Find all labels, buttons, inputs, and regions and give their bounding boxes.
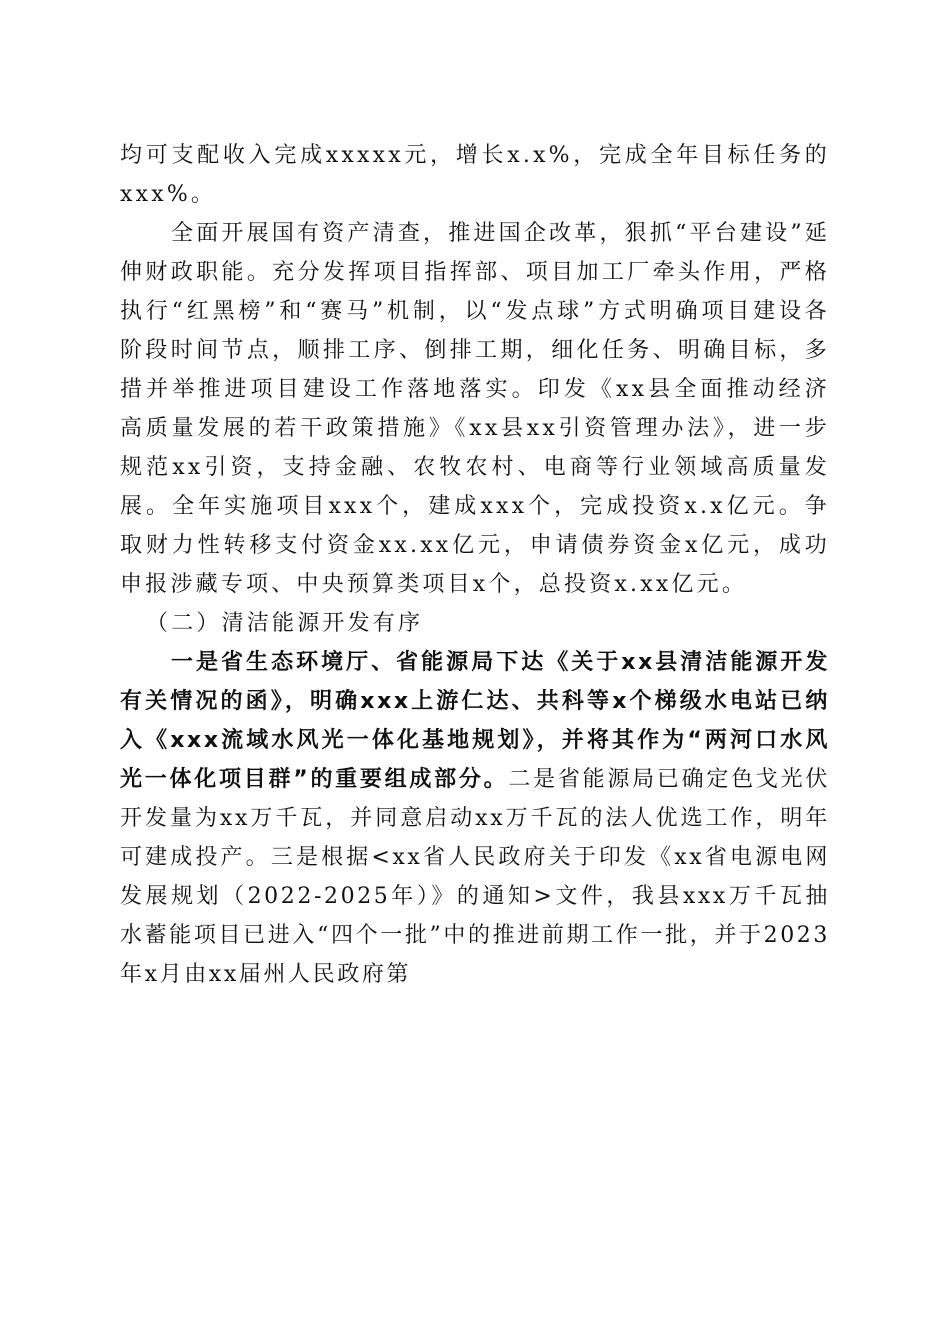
- paragraph-clean-energy: [120, 643, 830, 994]
- paragraph-state-assets-projects: 全面开展国有资产清查，推进国企改革，狠抓“平台建设”延伸财政职能。充分发挥项目指挥部、项目加工厂牵头作用，严格执行“红黑榜”和“赛马”机制，以“发点球”方式明确项目建设各阶段时间节点，顺排工序、倒排工期，细化任务、明确目标，多措并举推进项目建设工作落地落实。印发《xx县全面推动经济高质量发展的若干政策措施》《xx县xx引资管理办法》，进一步规范xx引资，支持金融、农牧农村、电商等行业领域高质量发展。全年实施项目xxx个，建成xxx个，完成投资x.x亿元。争取财力性转移支付资金xx.xx亿元，申请债券资金x亿元，成功申报涉藏专项、中央预算类项目x个，总投资x.xx亿元。: [120, 221, 830, 597]
- clean-energy-normal-text: 二是省能源局已确定色戈光伏开发量为xx万千瓦，并同意启动xx万千瓦的法人优选工作，明年可建成投产。三是根据<xx省人民政府关于印发《xx省电源电网发展规划（2022-2025年）》的通知>文件，我县xxx万千瓦抽水蓄能项目已进入“四个一批”中的推进前期工作一批，并于2023年x月由xx届州人民政府第: [120, 767, 830, 987]
- document-page: [120, 136, 830, 994]
- paragraph-income-summary: 均可支配收入完成xxxxx元，增长x.x%，完成全年目标任务的xxx%。: [120, 143, 830, 207]
- clean-energy-bold-text: 一是省生态环境厅、省能源局下达《关于xx县清洁能源开发有关情况的函》，明确xxx上游仁达、共科等x个梯级水电站已纳入《xxx流域水风光一体化基地规划》，并将其作为“两河口水风光一体化项目群”的重要组成部分。: [120, 650, 830, 792]
- section-heading-clean-energy: （二）清洁能源开发有序: [146, 611, 424, 636]
